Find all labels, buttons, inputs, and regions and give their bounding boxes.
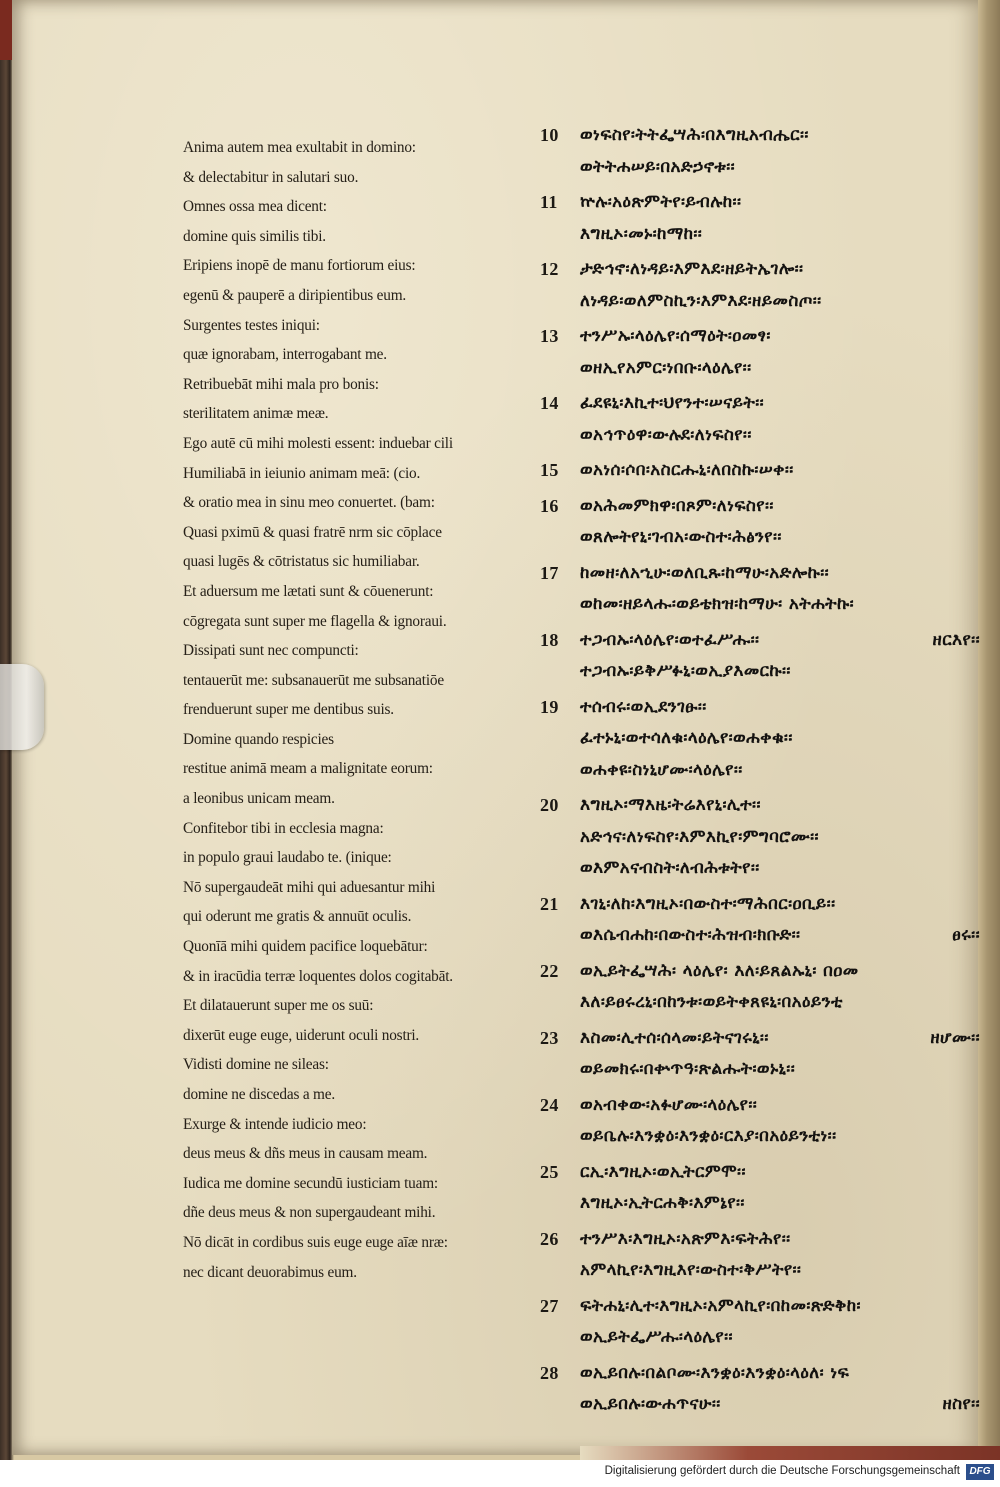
ethiopic-line-continuation: ፀሩ፡፡ bbox=[952, 925, 980, 945]
latin-line: Retribuebāt mihi mala pro bonis: bbox=[183, 375, 379, 393]
ethiopic-line bbox=[540, 455, 980, 487]
ethiopic-line-text: እገኒ፡ለከ፡እግዚኦ፡በውስተ፡ማሕበር፡ዐቢይ፡፡ bbox=[580, 893, 836, 914]
verse-number: 13 bbox=[540, 326, 559, 346]
ethiopic-line bbox=[540, 755, 980, 787]
latin-line: frenduerunt super me dentibus suis. bbox=[183, 701, 394, 719]
ethiopic-line bbox=[540, 321, 980, 353]
latin-line: Anima autem mea exultabit in domino: bbox=[183, 139, 416, 156]
ethiopic-line bbox=[540, 723, 980, 755]
verse-number: 17 bbox=[540, 562, 559, 583]
latin-line: Vidisti domine ne sileas: bbox=[183, 1056, 329, 1074]
ethiopic-line bbox=[540, 522, 980, 554]
latin-line: deus meus & dñs meus in causam meam. bbox=[183, 1145, 428, 1163]
latin-line: Et dilatauerunt super me os suū: bbox=[183, 997, 374, 1015]
ethiopic-line-text: ተጋብኡ፡ላዕሌየ፡ወተፈሥሑ፡፡ bbox=[580, 629, 760, 650]
ethiopic-line bbox=[540, 286, 980, 318]
ethiopic-line bbox=[540, 254, 980, 286]
ethiopic-verse bbox=[540, 1358, 980, 1421]
ethiopic-line-text: ፈተኑኒ፡ወተሳለቁ፡ላዕሌየ፡ወሐቀቁ፡፡ bbox=[580, 728, 793, 748]
ethiopic-verse bbox=[540, 889, 980, 952]
ethiopic-verse bbox=[540, 1023, 980, 1086]
latin-line: egenū & pauperē a diripientibus eum. bbox=[183, 286, 407, 304]
ethiopic-line bbox=[540, 822, 980, 854]
ethiopic-line bbox=[540, 1157, 980, 1189]
ethiopic-line bbox=[540, 120, 980, 152]
latin-line: dixerūt euge euge, uiderunt oculi nostri. bbox=[183, 1026, 420, 1044]
verse-number: 10 bbox=[540, 125, 559, 145]
latin-line: Domine quando respicies bbox=[183, 730, 334, 748]
latin-line: & delectabitur in salutari suo. bbox=[183, 168, 359, 186]
funding-credit: Digitalisierung gefördert durch die Deutsche Forschungsgemeinschaft bbox=[604, 1465, 960, 1477]
ethiopic-line bbox=[540, 152, 980, 184]
ethiopic-line-continuation: ዘስየ፡፡ bbox=[942, 1394, 980, 1414]
ethiopic-line-text: ወኢይበሉ፡ውሐጥናሁ፡፡ bbox=[580, 1394, 721, 1414]
ethiopic-line bbox=[540, 656, 980, 688]
ethiopic-line-text: አድኅና፡ለነፍስየ፡እምእኪየ፡ምግባሮሙ፡፡ bbox=[580, 826, 819, 847]
latin-line: restitue animā meam a malignitate eorum: bbox=[183, 760, 433, 778]
ethiopic-line bbox=[540, 420, 980, 452]
latin-line: Omnes ossa mea dicent: bbox=[183, 198, 327, 216]
ethiopic-line bbox=[540, 589, 980, 621]
ethiopic-line-text: ተሰብሩ፡ወኢደንገፁ፡፡ bbox=[580, 696, 707, 717]
dfg-logo-icon: DFG bbox=[966, 1464, 994, 1480]
ethiopic-line-text: ወከመ፡ዘይላሑ፡ወይቴክዝ፡ከማሁ፡ አትሐትኩ፡ bbox=[580, 594, 855, 614]
ethiopic-verse bbox=[540, 1224, 980, 1287]
ethiopic-line-text: ወእምአናብስት፡ለብሕቱትየ፡፡ bbox=[580, 858, 760, 878]
ethiopic-verse bbox=[540, 388, 980, 451]
ethiopic-line bbox=[540, 889, 980, 921]
ethiopic-verse bbox=[540, 455, 980, 487]
latin-line: Quonīā mihi quidem pacifice loquebātur: bbox=[183, 938, 428, 956]
latin-line: sterilitatem animæ meæ. bbox=[183, 405, 329, 423]
latin-line: dñe deus meus & non supergaudeant mihi. bbox=[183, 1204, 436, 1222]
verse-number: 11 bbox=[540, 192, 558, 212]
latin-line: Exurge & intende iudicio meo: bbox=[183, 1115, 367, 1133]
latin-line: quasi lugēs & cōtristatus sic humiliabar. bbox=[183, 553, 420, 571]
latin-line: & oratio mea in sinu meo conuertet. (bam: bbox=[183, 494, 435, 512]
ethiopic-verse bbox=[540, 254, 980, 317]
latin-line: a leonibus unicam meam. bbox=[183, 790, 335, 808]
ethiopic-line-text: እግዚኦ፡ማእዜ፡ትሬእየኒ፡ሊተ፡፡ bbox=[580, 795, 761, 815]
ethiopic-line-text: ወአነሰ፡ሶበ፡አስርሑኒ፡ለበስኩ፡ሠቀ፡፡ bbox=[580, 460, 794, 480]
ethiopic-line-text: ወይመክሩ፡በቍጥዓ፡ጽልሑት፡ወኑኒ፡፡ bbox=[580, 1059, 796, 1079]
ethiopic-line-text: ወአብቀው፡አፉሆሙ፡ላዕሌየ፡፡ bbox=[580, 1094, 758, 1115]
ethiopic-verse bbox=[540, 1291, 980, 1354]
ethiopic-line-text: እግዚኦ፡መኑ፡ከማከ፡፡ bbox=[580, 223, 703, 244]
binding-edge bbox=[0, 0, 12, 60]
ethiopic-line bbox=[540, 625, 980, 657]
ethiopic-line-text: ፍትሐኒ፡ሊተ፡እግዚኦ፡አምላኪየ፡በከመ፡ጽድቅከ፡ bbox=[580, 1295, 861, 1316]
ethiopic-line bbox=[540, 790, 980, 822]
latin-line: nec dicant deuorabimus eum. bbox=[183, 1263, 357, 1281]
latin-line: cōgregata sunt super me flagella & ignoraui. bbox=[183, 612, 447, 630]
ethiopic-line-text: ተንሥእ፡እግዚኦ፡አጽምእ፡ፍትሕየ፡፡ bbox=[580, 1228, 791, 1249]
ethiopic-line bbox=[540, 987, 980, 1019]
verse-number: 24 bbox=[540, 1094, 559, 1115]
ethiopic-text-column bbox=[540, 120, 980, 1425]
ethiopic-line-continuation: ዘሆሙ፡፡ bbox=[930, 1027, 980, 1048]
ethiopic-line-text: ወኢይበሉ፡በልቦሙ፡እንቋዕ፡እንቋዕ፡ላዕለ፡ ነፍ bbox=[580, 1362, 850, 1383]
ethiopic-line-text: ወአሕመምክዋ፡በጾም፡ለነፍስየ፡፡ bbox=[580, 495, 774, 516]
footer-bar bbox=[0, 1460, 1000, 1487]
ethiopic-line bbox=[540, 853, 980, 885]
latin-line: Surgentes testes iniqui: bbox=[183, 316, 320, 334]
verse-number: 23 bbox=[540, 1027, 559, 1048]
ethiopic-line bbox=[540, 558, 980, 590]
verse-number: 27 bbox=[540, 1295, 559, 1316]
ethiopic-line bbox=[540, 353, 980, 385]
latin-line: Iudica me domine secundū iusticiam tuam: bbox=[183, 1174, 438, 1192]
latin-line: tentauerūt me: subsanauerūt me subsanatiōe bbox=[183, 671, 444, 689]
page-clip bbox=[0, 664, 44, 750]
verse-number: 20 bbox=[540, 795, 559, 815]
ethiopic-line-text: ወነፍስየ፡ትትፌሣሕ፡በእግዚአብሔር፡፡ bbox=[580, 125, 809, 145]
ethiopic-line bbox=[540, 692, 980, 724]
latin-line: & in iracūdia terræ loquentes dolos cogitabāt. bbox=[183, 967, 453, 985]
verse-number: 21 bbox=[540, 893, 559, 914]
ethiopic-line bbox=[540, 1188, 980, 1220]
latin-line: Dissipati sunt nec compuncti: bbox=[183, 642, 359, 660]
verse-number: 16 bbox=[540, 495, 559, 516]
latin-line: Et aduersum me lætati sunt & cōuenerunt: bbox=[183, 582, 434, 600]
verse-number: 19 bbox=[540, 696, 559, 717]
ethiopic-line bbox=[540, 1291, 980, 1323]
latin-line: Quasi pximū & quasi fratrē nrm sic cōplace bbox=[183, 523, 442, 541]
ethiopic-verse bbox=[540, 790, 980, 885]
ethiopic-line bbox=[540, 1224, 980, 1256]
latin-text-column bbox=[183, 133, 528, 1287]
ethiopic-line bbox=[540, 1322, 980, 1354]
verse-number: 22 bbox=[540, 960, 559, 981]
ethiopic-line bbox=[540, 920, 980, 952]
latin-line: Nō dicāt in cordibus suis euge euge aīæ nræ: bbox=[183, 1233, 448, 1251]
ethiopic-line bbox=[540, 1090, 980, 1122]
ethiopic-verse bbox=[540, 1157, 980, 1220]
ethiopic-verse bbox=[540, 558, 980, 621]
ethiopic-line bbox=[540, 491, 980, 523]
ethiopic-line bbox=[540, 956, 980, 988]
verse-number: 15 bbox=[540, 460, 559, 480]
ethiopic-line-text: ርኢ፡እግዚኦ፡ወኢትርምሞ፡፡ bbox=[580, 1161, 746, 1182]
ethiopic-line-continuation: ዘርእየ፡፡ bbox=[932, 629, 980, 650]
ethiopic-line-text: ኵሉ፡አዕጽምትየ፡ይብሉከ፡፡ bbox=[580, 192, 742, 212]
verse-number: 14 bbox=[540, 393, 559, 413]
latin-line: in populo graui laudabo te. (inique: bbox=[183, 849, 392, 867]
ethiopic-line-text: ወትትሐሠይ፡በአድኃኖቱ፡፡ bbox=[580, 156, 736, 177]
ethiopic-line bbox=[540, 1358, 980, 1390]
ethiopic-line-text: እግዚኦ፡ኢትርሐቅ፡እምኔየ፡፡ bbox=[580, 1193, 745, 1213]
ethiopic-line-text: ተጋብኡ፡ይቅሥፉኒ፡ወኢያእመርኩ፡፡ bbox=[580, 661, 791, 681]
ethiopic-line-text: ወይቤሉ፡እንቋዕ፡እንቋዕ፡ርእያ፡በአዕይንቲነ፡፡ bbox=[580, 1126, 837, 1146]
latin-line: quæ ignorabam, interrogabant me. bbox=[183, 346, 387, 364]
ethiopic-verse bbox=[540, 120, 980, 183]
ethiopic-line-text: ለነዳይ፡ወለምስኪን፡እምእደ፡ዘይመስጦ፡፡ bbox=[580, 290, 822, 311]
ethiopic-line-text: ተንሥኡ፡ላዕሌየ፡ሰማዕት፡ዐመፃ፡ bbox=[580, 326, 771, 346]
verse-number: 25 bbox=[540, 1161, 559, 1182]
verse-number: 26 bbox=[540, 1228, 559, 1249]
latin-line: Eripiens inopē de manu fortiorum eius: bbox=[183, 257, 416, 275]
ethiopic-line bbox=[540, 1121, 980, 1153]
ethiopic-line-text: ፈደዩኒ፡እኪተ፡ህየንተ፡ሠናይት፡፡ bbox=[580, 393, 765, 413]
ethiopic-line-text: ወዘኢየአምር፡ነበቡ፡ላዕሌየ፡፡ bbox=[580, 357, 752, 378]
ethiopic-line bbox=[540, 1255, 980, 1287]
latin-line: Ego autē cū mihi molesti essent: induebar cili bbox=[183, 434, 453, 452]
ethiopic-line-text: እስመ፡ሊተሰ፡ሰላመ፡ይትናገሩኒ፡፡ bbox=[580, 1027, 769, 1048]
ethiopic-line bbox=[540, 1023, 980, 1055]
ethiopic-line bbox=[540, 187, 980, 219]
ethiopic-line-text: ወኢይትፌሥሑ፡ላዕሌየ፡፡ bbox=[580, 1327, 733, 1347]
verse-number: 12 bbox=[540, 259, 559, 279]
latin-line: Humiliabā in ieiunio animam meā: (cio. bbox=[183, 464, 421, 482]
ethiopic-verse bbox=[540, 491, 980, 554]
ethiopic-line-text: ወእሴብሐከ፡በውስተ፡ሕዝብ፡ክቡድ፡፡ bbox=[580, 925, 801, 945]
ethiopic-line-text: ወኢይትፌሣሕ፡ ላዕሌየ፡ እለ፡ይጸልኡኒ፡ በዐመ bbox=[580, 960, 859, 981]
cover-strip bbox=[580, 1446, 1000, 1460]
ethiopic-verse bbox=[540, 187, 980, 250]
ethiopic-line bbox=[540, 1389, 980, 1421]
ethiopic-line bbox=[540, 219, 980, 251]
ethiopic-line-text: ከመዘ፡ለአኂሁ፡ወለቢጹ፡ከማሁ፡አድሎኩ፡፡ bbox=[580, 562, 830, 583]
ethiopic-verse bbox=[540, 956, 980, 1019]
ethiopic-line-text: ወጸሎትየኒ፡ገብአ፡ውስተ፡ሕፅንየ፡፡ bbox=[580, 527, 782, 547]
ethiopic-line-text: ታድኅኖ፡ለነዳይ፡እምእደ፡ዘይትኤገሎ፡፡ bbox=[580, 259, 804, 279]
ethiopic-line-text: ወሐቀዩ፡ስነኒሆሙ፡ላዕሌየ፡፡ bbox=[580, 759, 743, 780]
ethiopic-line-text: እለ፡ይፀሩረኒ፡በከንቱ፡ወይትቀጸዩኒ፡በአዕይንቲ bbox=[580, 992, 843, 1012]
latin-line: domine ne discedas a me. bbox=[183, 1086, 335, 1103]
ethiopic-line bbox=[540, 1054, 980, 1086]
latin-line: Confitebor tibi in ecclesia magna: bbox=[183, 819, 384, 837]
ethiopic-verse bbox=[540, 625, 980, 688]
ethiopic-line bbox=[540, 388, 980, 420]
ethiopic-line-text: አምላኪየ፡እግዚእየ፡ውስተ፡ቅሥትየ፡፡ bbox=[580, 1260, 802, 1280]
latin-line: Nō supergaudeāt mihi qui aduesantur mihi bbox=[183, 878, 436, 896]
verse-number: 28 bbox=[540, 1362, 559, 1383]
page-edge bbox=[978, 0, 1000, 1455]
ethiopic-verse bbox=[540, 321, 980, 384]
latin-line: qui oderunt me gratis & annuūt oculis. bbox=[183, 908, 412, 926]
ethiopic-verse bbox=[540, 1090, 980, 1153]
latin-line: domine quis similis tibi. bbox=[183, 227, 326, 245]
ethiopic-verse bbox=[540, 692, 980, 787]
verse-number: 18 bbox=[540, 629, 559, 650]
ethiopic-line-text: ወአኅጥዕዋ፡ውሉደ፡ለነፍስየ፡፡ bbox=[580, 424, 752, 445]
